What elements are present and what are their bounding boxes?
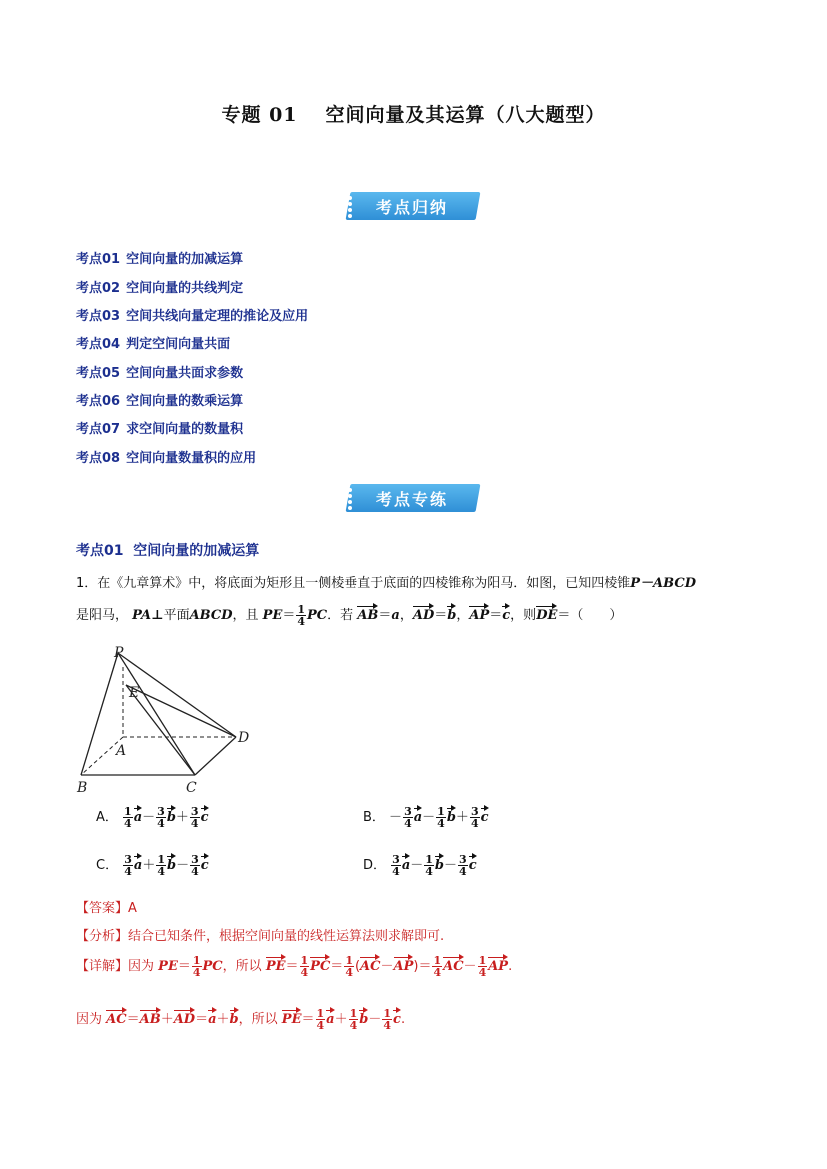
detail-line-2: 因为 AC＝AB＋AD＝a＋b，所以 PE＝ $\frac{1}{4}$ a＋ $\frac{1}{4}$ b－ $\frac{1}{4}$ c. <box>76 1007 406 1032</box>
option-b[interactable]: B． － $\frac{3}{4}$ a－ $\frac{1}{4}$ b＋ $\frac{3}{4}$ c <box>363 805 489 830</box>
toc-item[interactable]: 考点07 求空间向量的数量积 <box>76 422 244 437</box>
banner-kaodian-zhuanlian: 考点专练 <box>342 482 482 514</box>
question-line-1: 1．在《九章算术》中，将底面为矩形且一侧棱垂直于底面的四棱锥称为阳马．如图，已知四棱锥P－ABCD <box>76 576 696 591</box>
title-text: 空间向量及其运算（八大题型） <box>325 104 606 126</box>
toc-item[interactable]: 考点08 空间向量数量积的应用 <box>76 451 257 466</box>
toc-item[interactable]: 考点05 空间向量共面求参数 <box>76 366 244 381</box>
page-title <box>0 100 827 127</box>
toc-item[interactable]: 考点02 空间向量的共线判定 <box>76 281 244 296</box>
option-d[interactable]: D． $\frac{3}{4}$ a－ $\frac{1}{4}$ b－ $\frac{3}{4}$ c <box>363 853 477 878</box>
detail-line-1: 【详解】因为 PE＝ $\frac{1}{4}$ PC，所以 PE＝ $\frac{1}{4}$ PC＝ $\frac{1}{4}$ (AC－AP)＝ $\frac{1}{4}$ AC－ $\frac{1}{4}$ AP. <box>76 954 513 979</box>
toc-item[interactable]: 考点01 空间向量的加减运算 <box>76 252 244 267</box>
label-a: A <box>116 743 127 759</box>
analysis-line: 【分析】结合已知条件，根据空间向量的线性运算法则求解即可. <box>76 929 445 944</box>
section-heading: 考点01 空间向量的加减运算 <box>76 543 260 559</box>
title-number: 专题 01 <box>221 104 298 126</box>
label-d: D <box>238 730 250 746</box>
toc-item[interactable]: 考点03 空间共线向量定理的推论及应用 <box>76 309 309 324</box>
toc-item[interactable]: 考点04 判定空间向量共面 <box>76 337 231 352</box>
banner-kaodian-guina: 考点归纳 <box>342 190 482 222</box>
label-e: E <box>129 685 140 701</box>
label-b: B <box>77 780 88 795</box>
question-line-2: 是阳马， PA⊥平面ABCD，且 PE＝ $\frac{1}{4}$ PC．若 AB＝a，AD＝b，AP＝c，则DE＝（ ） <box>76 603 623 628</box>
label-p: P <box>114 645 124 661</box>
toc-item[interactable]: 考点06 空间向量的数乘运算 <box>76 394 244 409</box>
option-a[interactable]: A． $\frac{1}{4}$ a－ $\frac{3}{4}$ b＋ $\frac{3}{4}$ c <box>96 805 209 830</box>
option-c[interactable]: C． $\frac{3}{4}$ a＋ $\frac{1}{4}$ b－ $\frac{3}{4}$ c <box>96 853 209 878</box>
pyramid-figure <box>74 645 264 795</box>
answer-line: 【答案】A <box>76 901 137 916</box>
label-c: C <box>186 780 197 795</box>
